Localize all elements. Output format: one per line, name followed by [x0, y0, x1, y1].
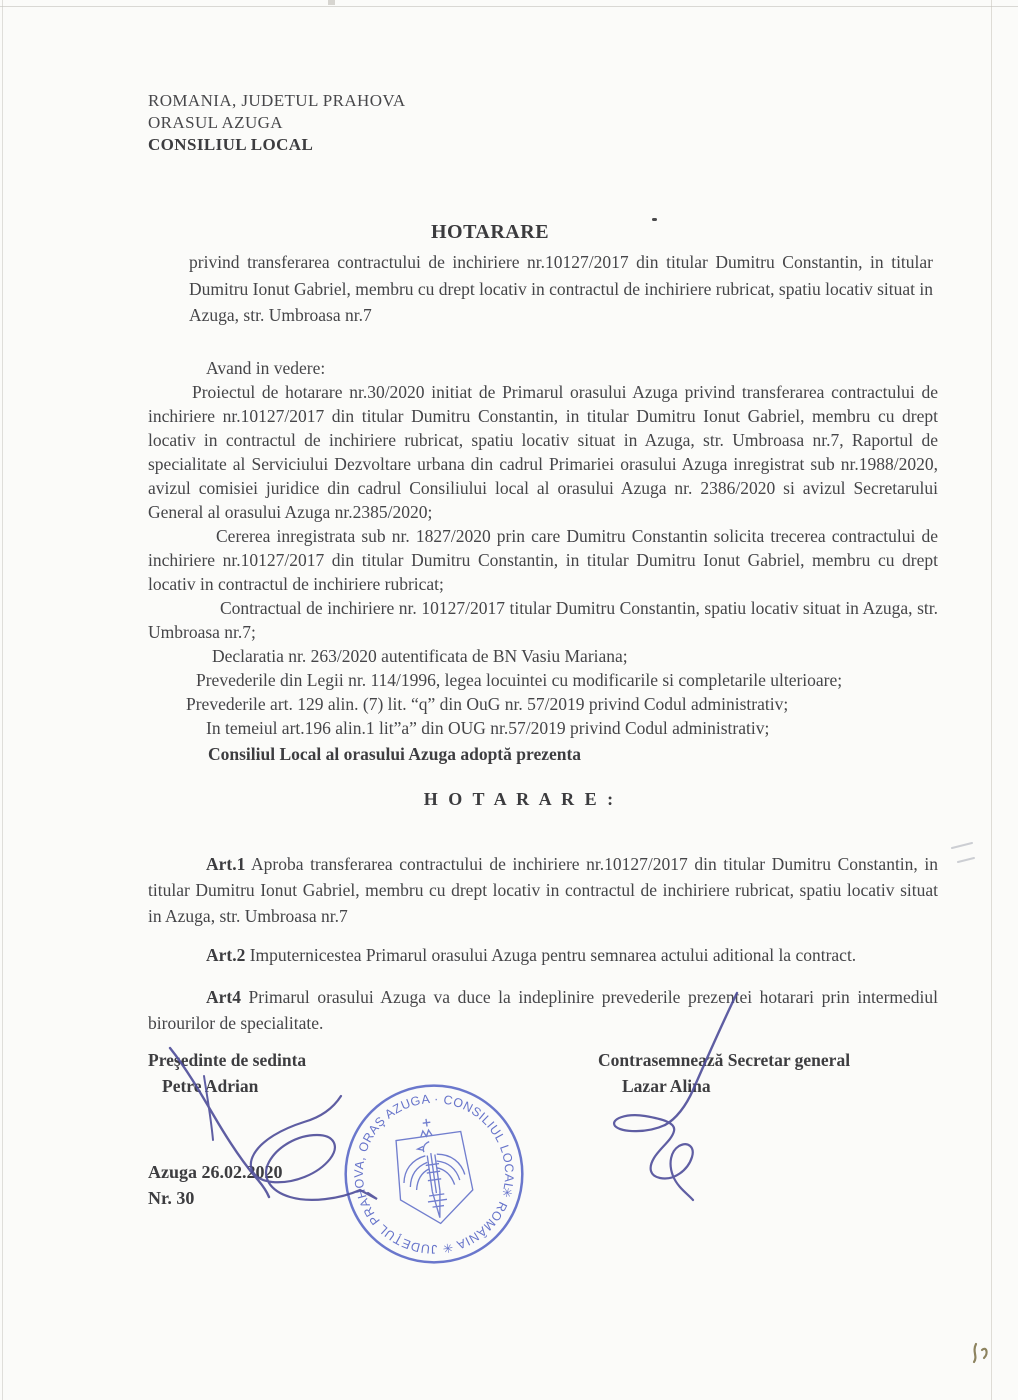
scan-edge-left	[2, 0, 3, 1400]
issue-place-date: Azuga 26.02.2020	[148, 1162, 283, 1182]
stamp-ring-text: ✳ ROMÂNIA ✳ JUDEŢUL PRAHOVA, ORAŞ AZUGA · CONSILIUL LOCAL	[351, 1091, 517, 1257]
signature-role-secretary: Contrasemnează Secretar general	[598, 1050, 851, 1070]
article-2	[148, 942, 938, 968]
signature-name-secretary: Lazar Alina	[622, 1076, 711, 1096]
article-1-label: Art.1	[206, 853, 246, 874]
preamble-item: In temeiul art.196 alin.1 lit”a” din OUG nr.57/2019 privind Codul administrativ;	[206, 718, 770, 738]
issue-number: Nr. 30	[148, 1188, 195, 1208]
article-1-text: Aproba transferarea contractului de inchiriere nr.10127/2017 din titular Dumitru Constantin, in titular Dumitru Ionut Gabriel, membru cu drept locativ in contractul de inchiriere rubricat, spatiu locativ situat in Azuga, str. Umbroasa nr.7	[148, 853, 938, 926]
article-4-label: Art4	[206, 986, 241, 1007]
scan-smudge	[982, 1349, 987, 1358]
scan-fold-line	[991, 0, 992, 1400]
letterhead-line-town: ORASUL AZUGA	[148, 113, 283, 132]
preamble-item: Contractual de inchiriere nr. 10127/2017 titular Dumitru Constantin, spatiu locativ situat in Azuga, str. Umbroasa nr.7;	[148, 598, 938, 642]
article-4	[148, 984, 938, 1036]
doc-subtitle: privind transferarea contractului de inchiriere nr.10127/2017 din titular Dumitru Constantin, in titular Dumitru Ionut Gabriel, membru cu drept locativ in contractul de inchiriere rubricat, spatiu locativ situat in Azuga, str. Umbroasa nr.7	[189, 252, 934, 325]
preamble-item: Declaratia nr. 263/2020 autentificata de BN Vasiu Mariana;	[212, 646, 628, 666]
official-stamp	[338, 1078, 530, 1270]
letterhead	[148, 90, 406, 156]
article-4-text: Primarul orasului Azuga va duce la indeplinire prevederile prezentei hotarari prin intermediul birourilor de specialitate.	[148, 986, 939, 1033]
scan-notch	[328, 0, 335, 5]
preamble-item: Prevederile art. 129 alin. (7) lit. “q” din OuG nr. 57/2019 privind Codul administrativ;	[186, 694, 789, 714]
doc-title: HOTARARE	[430, 221, 550, 243]
preamble-intro: Avand in vedere:	[206, 358, 326, 378]
coat-of-arms	[390, 1114, 477, 1229]
scan-edge-top	[0, 6, 1018, 7]
signature-name-president: Petre Adrian	[162, 1076, 259, 1096]
signature-ink-secretary	[614, 1115, 693, 1200]
article-2-label: Art.2	[206, 944, 246, 965]
article-1	[148, 851, 938, 929]
operative-heading: H O T A R A R E :	[423, 789, 617, 809]
preamble	[148, 356, 938, 740]
letterhead-line-country: ROMANIA, JUDETUL PRAHOVA	[148, 91, 406, 110]
letterhead-line-council: CONSILIUL LOCAL	[148, 135, 314, 154]
preamble-item: Prevederile din Legii nr. 114/1996, legea locuintei cu modificarile si completarile ulterioare;	[196, 670, 843, 690]
signature-role-president: Preşedinte de sedinta	[148, 1050, 307, 1070]
scan-mark	[952, 843, 972, 848]
article-2-text: Imputernicestea Primarul orasului Azuga pentru semnarea actului aditional la contract.	[249, 944, 857, 965]
preamble-item: Cererea inregistrata sub nr. 1827/2020 prin care Dumitru Constantin solicita trecerea contractului de inchiriere nr.10127/2017 din titular Dumitru Constantin, in titular Dumitru Ionut Gabriel, membru cu drept locativ in contractul de inchiriere rubricat;	[148, 526, 938, 594]
preamble-item: Proiectul de hotarare nr.30/2020 initiat de Primarul orasului Azuga privind transferarea contractului de inchiriere nr.10127/2017 din titular Dumitru Constantin, in titular Dumitru Ionut Gabriel, membru cu drept locativ in contractul de inchiriere rubricat, spatiu locativ situat in Azuga, str. Umbroasa nr.7, Raportul de specialitate al Serviciului Dezvoltare urbana din cadrul Primariei orasului Azuga inregistrat sub nr.1988/2020, avizul comisiei juridice din cadrul Consiliului local al orasului Azuga nr. 2386/2020 si avizul Secretarului General al orasului Azuga nr.2385/2020;	[148, 382, 938, 522]
scan-speck	[652, 218, 657, 221]
adoption-line: Consiliul Local al orasului Azuga adoptă prezenta	[208, 744, 582, 764]
scan-mark	[958, 858, 974, 862]
scan-smudge	[974, 1344, 976, 1362]
